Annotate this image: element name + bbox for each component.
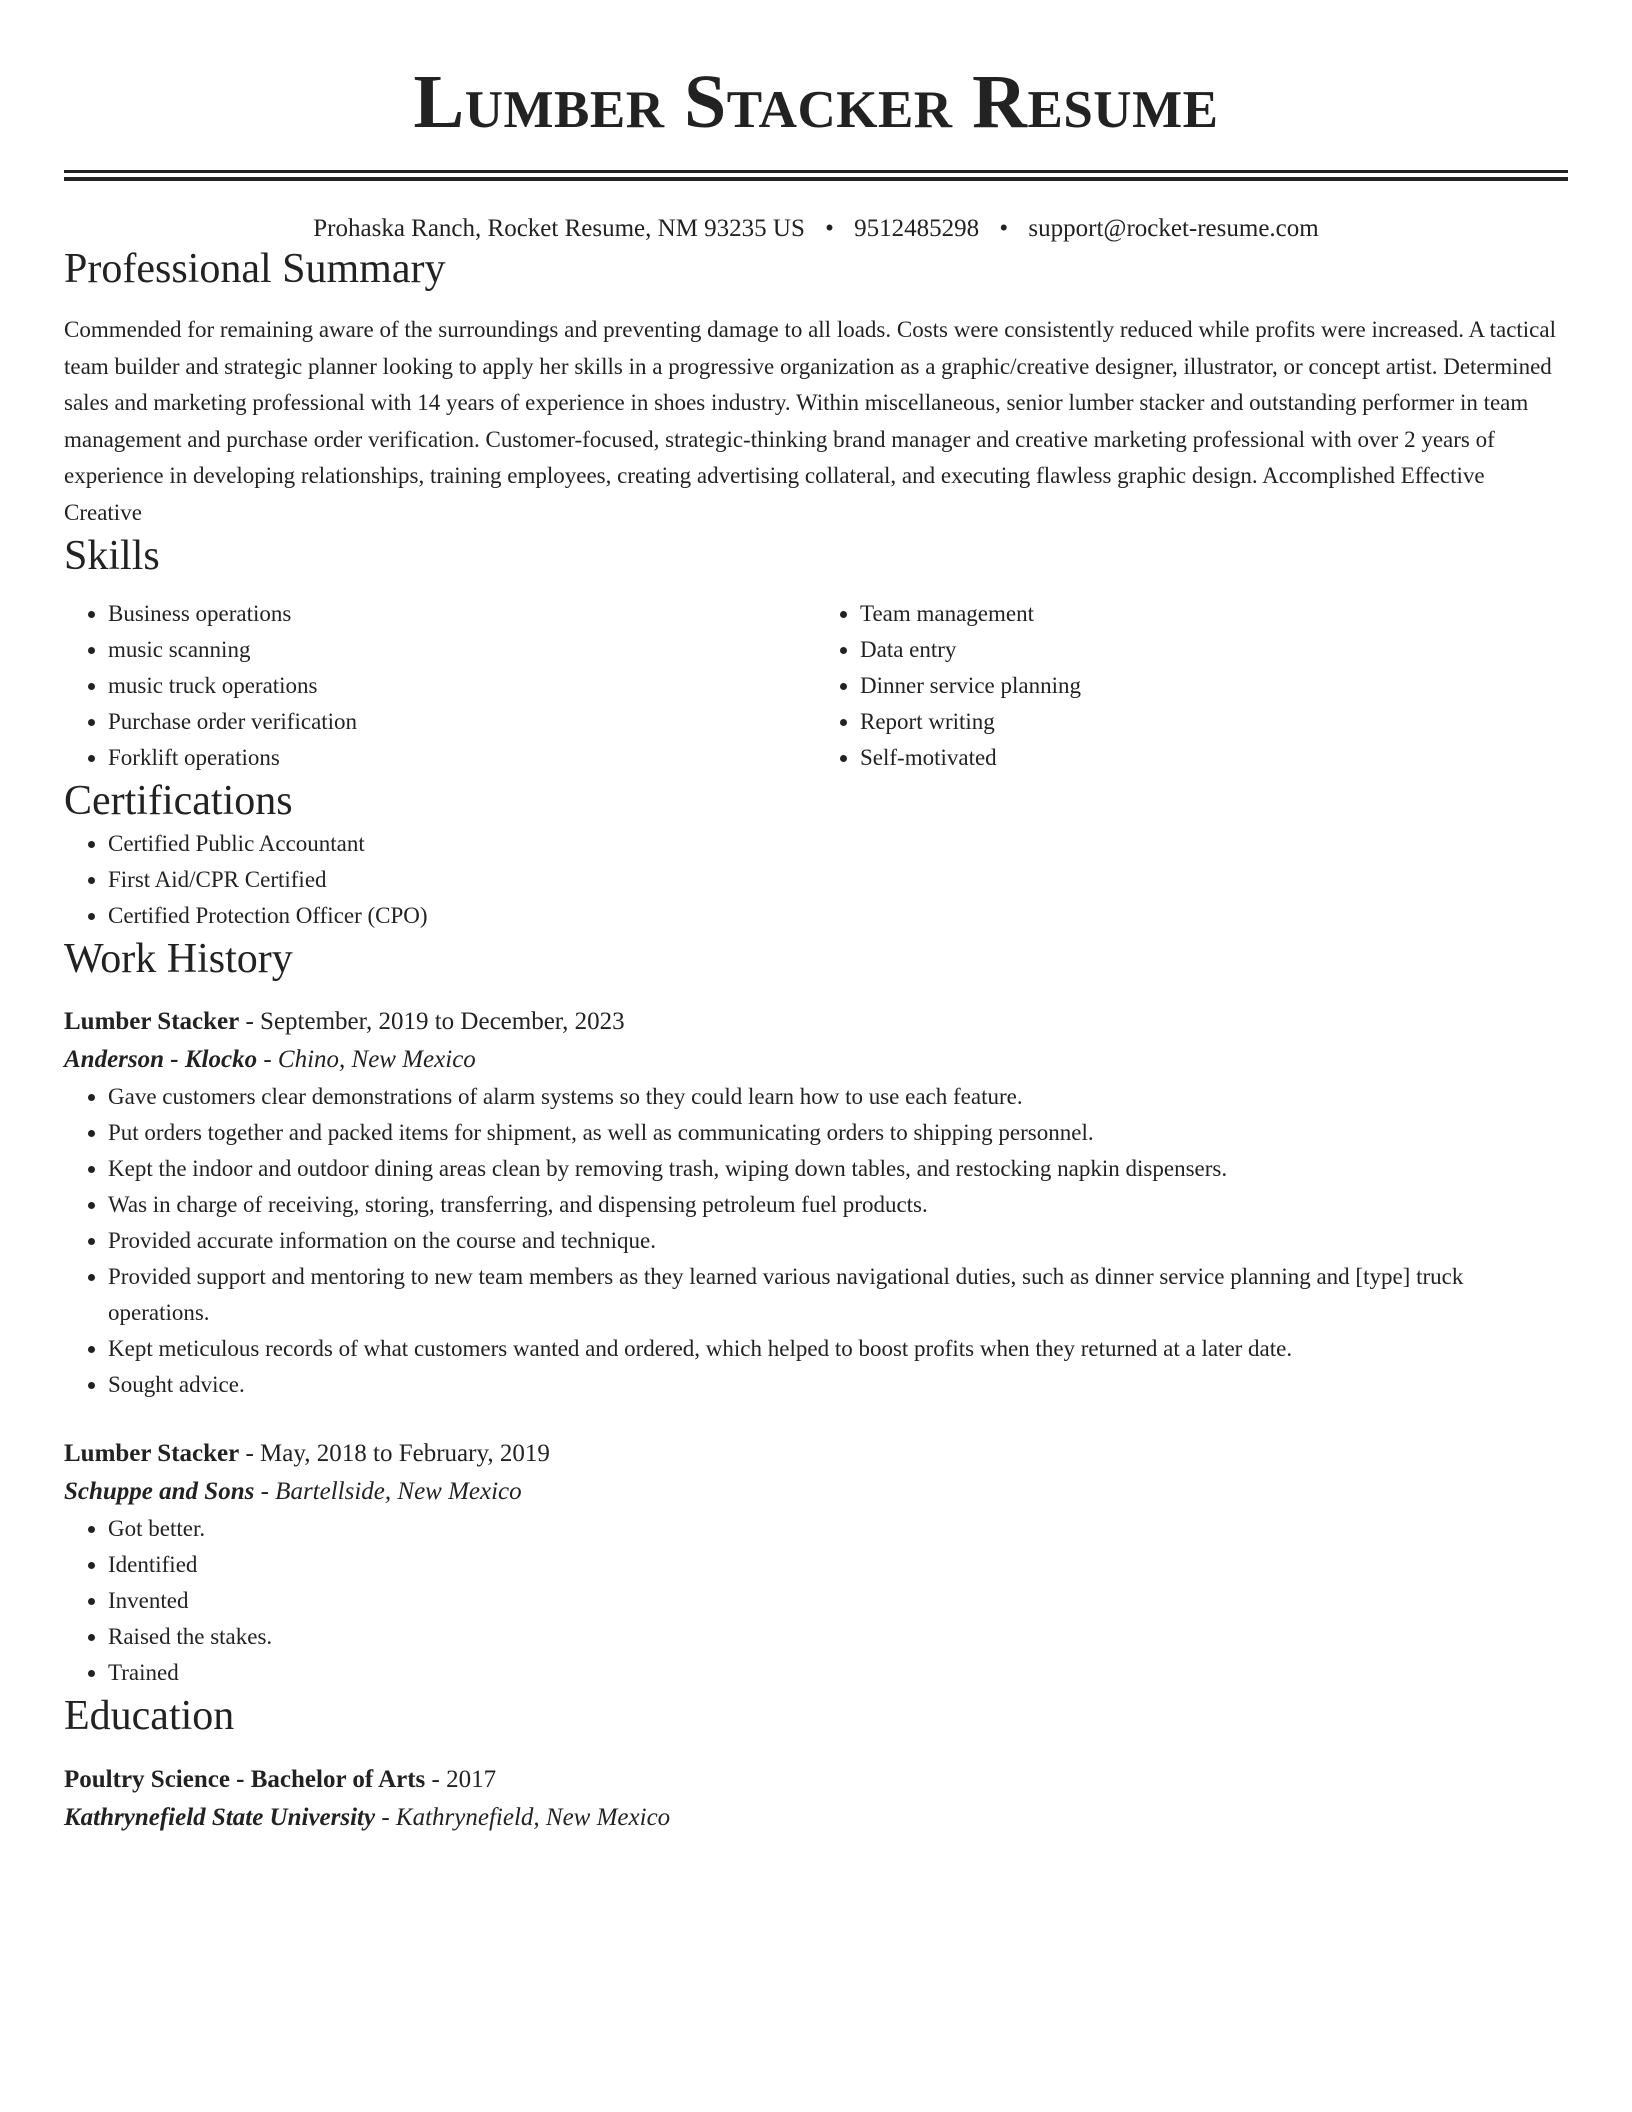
contact-separator: • <box>825 215 834 242</box>
summary-heading: Professional Summary <box>64 246 446 292</box>
education-degree: Poultry Science - Bachelor of Arts <box>64 1765 426 1793</box>
contact-phone[interactable]: 9512485298 <box>854 215 980 242</box>
job-duty: • Was in charge of receiving, storing, transferring, and dispensing petroleum fuel products. <box>108 1187 1568 1223</box>
job-duty: • Sought advice. <box>108 1367 1568 1403</box>
title-divider <box>64 170 1568 181</box>
skill-item: • Business operations <box>108 596 816 632</box>
job-duty: • Identified <box>108 1547 1568 1583</box>
skill-item: • Data entry <box>860 632 1568 668</box>
job-company-line <box>64 1473 1568 1511</box>
certification-item: • Certified Protection Officer (CPO) <box>108 898 1568 934</box>
job-title: Lumber Stacker <box>64 1007 240 1035</box>
job-duty: • Kept the indoor and outdoor dining areas clean by removing trash, wiping down tables, and restocking napkin dispensers. <box>108 1151 1568 1187</box>
job-company: Anderson - Klocko <box>64 1045 258 1073</box>
job-entry <box>64 1435 1568 1691</box>
job-title: Lumber Stacker <box>64 1439 240 1467</box>
job-dates: - May, 2018 to February, 2019 <box>239 1439 550 1467</box>
job-duty: • Kept meticulous records of what customers wanted and ordered, which helped to boost profits when they returned at a later date. <box>108 1331 1568 1367</box>
job-location: - Bartellside, New Mexico <box>254 1477 522 1505</box>
job-company: Schuppe and Sons <box>64 1477 255 1505</box>
education-location: - Kathrynefield, New Mexico <box>375 1803 671 1831</box>
job-duty: • Got better. <box>108 1511 1568 1547</box>
work-history-heading: Work History <box>64 936 293 983</box>
job-duties-list <box>64 1511 1568 1691</box>
skill-item: • Forklift operations <box>108 740 816 776</box>
skills-heading: Skills <box>64 533 160 580</box>
certification-item: • First Aid/CPR Certified <box>108 862 1568 898</box>
job-duty: • Provided support and mentoring to new team members as they learned various navigational duties, such as dinner service planning and [type] truck operations. <box>108 1259 1568 1331</box>
certification-item: • Certified Public Accountant <box>108 826 1568 862</box>
skill-item: • Purchase order verification <box>108 704 816 740</box>
job-duty: • Raised the stakes. <box>108 1619 1568 1655</box>
job-duty: • Trained <box>108 1655 1568 1691</box>
education-entry <box>64 1761 1568 1837</box>
job-duties-list <box>64 1079 1568 1403</box>
skill-item: • Team management <box>860 596 1568 632</box>
skill-item: • Report writing <box>860 704 1568 740</box>
certifications-list <box>64 826 1568 934</box>
resume-title: Lumber Stacker Resume <box>413 60 1219 144</box>
job-duty: • Invented <box>108 1583 1568 1619</box>
skill-item: • music scanning <box>108 632 816 668</box>
contact-address: Prohaska Ranch, Rocket Resume, NM 93235 US <box>313 215 805 242</box>
education-degree-line <box>64 1761 1568 1799</box>
education-heading: Education <box>64 1692 235 1739</box>
skills-list-left <box>64 596 816 776</box>
contact-line <box>64 214 1568 244</box>
education-year: - 2017 <box>425 1765 497 1793</box>
job-company-line <box>64 1041 1568 1079</box>
skill-item: • Self-motivated <box>860 740 1568 776</box>
job-entry <box>64 1003 1568 1403</box>
job-title-line <box>64 1435 1568 1473</box>
job-location: - Chino, New Mexico <box>257 1045 476 1073</box>
contact-email[interactable]: support@rocket-resume.com <box>1028 215 1319 242</box>
job-title-line <box>64 1003 1568 1041</box>
skill-item: • Dinner service planning <box>860 668 1568 704</box>
education-school: Kathrynefield State University <box>64 1803 376 1831</box>
job-dates: - September, 2019 to December, 2023 <box>239 1007 625 1035</box>
job-duty: • Provided accurate information on the course and technique. <box>108 1223 1568 1259</box>
skill-item: • music truck operations <box>108 668 816 704</box>
job-duty: • Gave customers clear demonstrations of alarm systems so they could learn how to use each feature. <box>108 1079 1568 1115</box>
education-school-line <box>64 1799 1568 1837</box>
skills-list-right <box>816 596 1568 776</box>
job-duty: • Put orders together and packed items for shipment, as well as communicating orders to shipping personnel. <box>108 1115 1568 1151</box>
summary-text: Commended for remaining aware of the surroundings and preventing damage to all loads. Costs were consistently reduced while profits were increased. A tactical team builder and strategic planner looking to apply her skills in a progressive organization as a graphic/creative designer, illustrator, or concept artist. Determined sales and marketing professional with 14 years of experience in shoes industry. Within miscellaneous, senior lumber stacker and outstanding performer in team management and purchase order verification. Customer-focused, strategic-thinking brand manager and creative marketing professional with over 2 years of experience in developing relationships, training employees, creating advertising collateral, and executing flawless graphic design. Accomplished Effective Creative <box>64 317 1556 525</box>
contact-separator: • <box>999 215 1009 242</box>
certifications-heading: Certifications <box>64 777 293 824</box>
skills-grid <box>64 596 1568 776</box>
